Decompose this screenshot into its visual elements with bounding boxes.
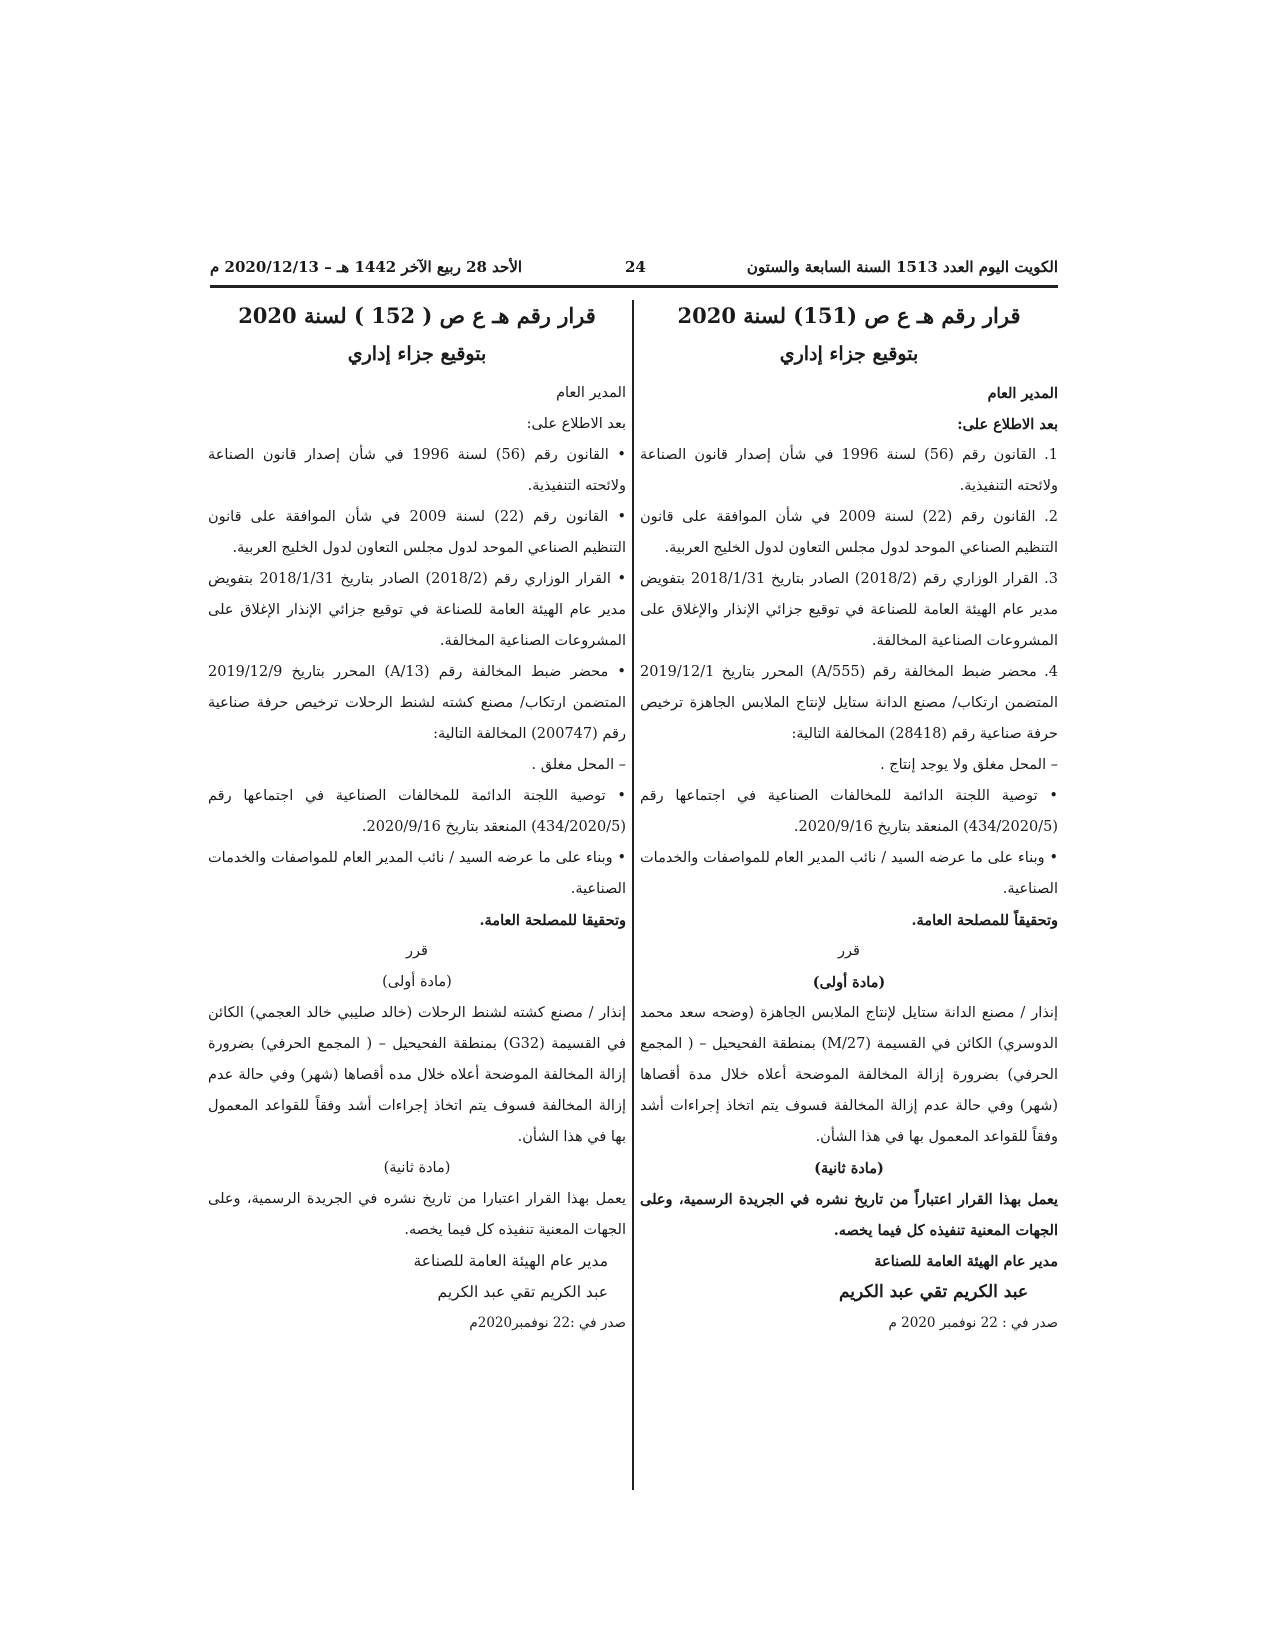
decided-label: قرر bbox=[838, 943, 860, 959]
issue-date: صدر في : 22 نوفمبر 2020 م bbox=[888, 1315, 1058, 1331]
director-label: المدير العام bbox=[987, 385, 1058, 402]
legal-reference-item: 4. محضر ضبط المخالفة رقم (555/A) المحرر بتاريخ 2019/12/1 المتضمن ارتكاب/ مصنع الدانة ستايل لإنتاج الملابس الجاهزة ترخيص حرفة صناعية رقم (28418) المخالفة التالية: bbox=[640, 664, 1058, 742]
article-two-title: (مادة ثانية) bbox=[814, 1160, 884, 1177]
public-interest-text: وتحقيقاً للمصلحة العامة. bbox=[911, 912, 1058, 929]
decided-label: قرر bbox=[406, 943, 428, 959]
article-two-text: يعمل بهذا القرار اعتبارا من تاريخ نشره في الجريدة الرسمية، وعلى الجهات المعنية تنفيذه كل فيما يخصه. bbox=[208, 1191, 626, 1238]
legal-reference-item: • القانون رقم (22) لسنة 2009 في شأن الموافقة على قانون التنظيم الصناعي الموحد لدول مجلس التعاون لدول الخليج العربية. bbox=[208, 509, 626, 556]
header-page-number: 24 bbox=[625, 258, 646, 276]
legal-reference-item: 1. القانون رقم (56) لسنة 1996 في شأن إصدار قانون الصناعة ولائحته التنفيذية. bbox=[640, 447, 1058, 494]
article-one-text: إنذار / مصنع كشته لشنط الرحلات (خالد صليبي خالد العجمي) الكائن في القسيمة (G32) بمنطقة الفحيحيل – ( المجمع الحرفي) بضرورة إزالة المخالفة الموضحة أعلاه خلال مده أقصاها (شهر) وفي حالة عدم إزالة المخالفة فسوف يتم اتخاذ إجراءات أشد وفقاً للقواعد المعمول بها في هذا الشأن. bbox=[208, 1005, 626, 1145]
issue-date: صدر في :22 نوفمبر2020م bbox=[469, 1315, 626, 1331]
committee-recommendation: • توصية اللجنة الدائمة للمخالفات الصناعية في اجتماعها رقم (434/2020/5) المنعقد بتاريخ 2020/9/16. bbox=[208, 788, 626, 835]
violation-text: – المحل مغلق ولا يوجد إنتاج . bbox=[880, 757, 1058, 773]
signatory-title: مدير عام الهيئة العامة للصناعة bbox=[874, 1253, 1058, 1270]
after-review-label: بعد الاطلاع على: bbox=[957, 416, 1058, 433]
decision-151-column bbox=[640, 298, 1058, 1339]
legal-reference-item: • القرار الوزاري رقم (2018/2) الصادر بتاريخ 2018/1/31 بتفويض مدير عام الهيئة العامة للصناعة في توقيع جزائي الإنذار الإغلاق على المشروعات الصناعية المخالفة. bbox=[208, 571, 626, 649]
public-interest-text: وتحقيقا للمصلحة العامة. bbox=[479, 912, 626, 929]
legal-reference-item: 2. القانون رقم (22) لسنة 2009 في شأن الموافقة على قانون التنظيم الصناعي الموحد لدول مجلس التعاون لدول الخليج العربية. bbox=[640, 509, 1058, 556]
committee-recommendation: • توصية اللجنة الدائمة للمخالفات الصناعية في اجتماعها رقم (434/2020/5) المنعقد بتاريخ 2020/9/16. bbox=[640, 788, 1058, 835]
column-divider bbox=[632, 300, 634, 1490]
header-rule bbox=[210, 285, 1058, 288]
based-on-text: • وبناء على ما عرضه السيد / نائب المدير العام للمواصفات والخدمات الصناعية. bbox=[640, 850, 1058, 897]
header-date: الأحد 28 ربيع الآخر 1442 هـ – 2020/12/13 م bbox=[210, 258, 523, 276]
legal-reference-item: • القانون رقم (56) لسنة 1996 في شأن إصدار قانون الصناعة ولائحته التنفيذية. bbox=[208, 447, 626, 494]
violation-text: – المحل مغلق . bbox=[531, 757, 626, 773]
signatory-title: مدير عام الهيئة العامة للصناعة bbox=[413, 1252, 608, 1270]
director-label: المدير العام bbox=[556, 385, 626, 401]
signatory-name: عبد الكريم تقي عبد الكريم bbox=[838, 1282, 1028, 1302]
article-two-title: (مادة ثانية) bbox=[383, 1160, 451, 1176]
article-one-title: (مادة أولى) bbox=[382, 974, 452, 990]
signatory-name: عبد الكريم تقي عبد الكريم bbox=[437, 1283, 608, 1301]
based-on-text: • وبناء على ما عرضه السيد / نائب المدير العام للمواصفات والخدمات الصناعية. bbox=[208, 850, 626, 897]
article-one-text: إنذار / مصنع الدانة ستايل لإنتاج الملابس الجاهزة (وضحه سعد محمد الدوسري) الكائن في القسيمة (M/27) بمنطقة الفحيحيل – ( المجمع الحرفي) بضرورة إزالة المخالفة الموضحة أعلاه خلال مدة أقصاها (شهر) وفي حالة عدم إزالة المخالفة فسوف يتم اتخاذ إجراءات أشد وفقاً للقواعد المعمول بها في هذا الشأن. bbox=[640, 1005, 1058, 1145]
legal-reference-item: • محضر ضبط المخالفة رقم (A/13) المحرر بتاريخ 2019/12/9 المتضمن ارتكاب/ مصنع كشته لشنط الرحلات ترخيص حرفة صناعية رقم (200747) المخالفة التالية: bbox=[208, 664, 626, 742]
legal-reference-item: 3. القرار الوزاري رقم (2018/2) الصادر بتاريخ 2018/1/31 بتفويض مدير عام الهيئة العامة للصناعة في توقيع جزائي الإنذار والإغلاق على المشروعات الصناعية المخالفة. bbox=[640, 571, 1058, 649]
article-one-title: (مادة أولى) bbox=[812, 974, 886, 991]
article-two-text: يعمل بهذا القرار اعتباراً من تاريخ نشره في الجريدة الرسمية، وعلى الجهات المعنية تنفيذه كل فيما يخصه. bbox=[640, 1191, 1058, 1239]
decision-subtitle: بتوقيع جزاء إداري bbox=[779, 343, 919, 365]
decision-title: قرار رقم هـ ع ص ( 152 ) لسنة 2020 bbox=[238, 303, 596, 328]
header-publication: الكويت اليوم العدد 1513 السنة السابعة والستون bbox=[746, 258, 1058, 276]
decision-title: قرار رقم هـ ع ص (151) لسنة 2020 bbox=[677, 303, 1021, 328]
decision-152-column bbox=[208, 298, 626, 1339]
page-header bbox=[210, 258, 1058, 280]
after-review-label: بعد الاطلاع على: bbox=[526, 416, 626, 432]
decision-subtitle: بتوقيع جزاء إداري bbox=[347, 343, 487, 365]
